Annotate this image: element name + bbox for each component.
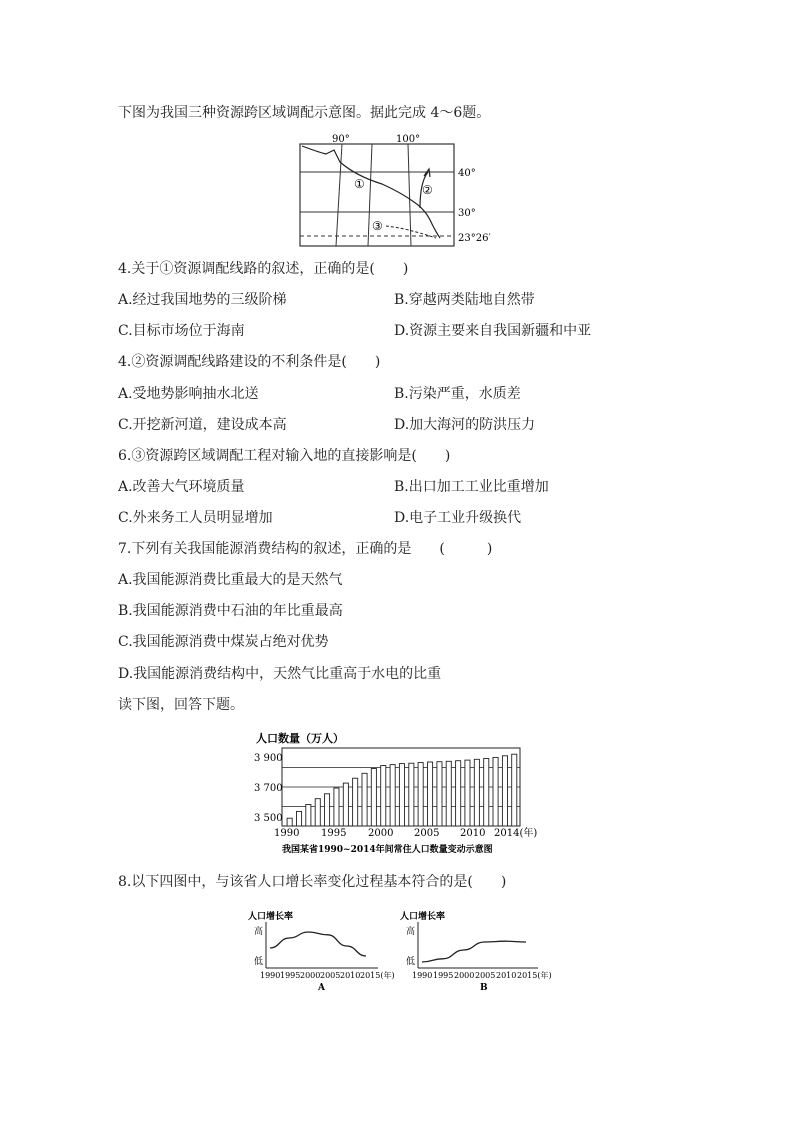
question-4-option-d: D.资源主要来自我国新疆和中亚 xyxy=(394,323,592,339)
bar-1998 xyxy=(362,773,367,826)
line-b-x-2000: 2000 xyxy=(454,971,475,980)
question-5-option-c: C.开挖新河道，建设成本高 xyxy=(118,417,287,433)
x-tick-2014: 2014(年) xyxy=(494,828,538,839)
lon-label-90: 90° xyxy=(332,134,350,145)
bar-1997 xyxy=(353,778,358,826)
resource-route-map xyxy=(296,132,506,248)
line-b-y-high: 高 xyxy=(406,927,416,937)
bar-2011 xyxy=(484,759,489,827)
question-5-option-d: D.加大海河的防洪压力 xyxy=(394,417,536,433)
question-5-stem: 4.②资源调配线路建设的不利条件是( ) xyxy=(118,354,381,370)
question-7-option-d: D.我国能源消费结构中，天然气比重高于水电的比重 xyxy=(118,666,442,682)
question-7-option-c: C.我国能源消费中煤炭占绝对优势 xyxy=(118,634,329,650)
question-7-option-b: B.我国能源消费中石油的年比重最高 xyxy=(118,603,343,619)
line-a-y-high: 高 xyxy=(254,927,264,937)
line-b-ylabel: 人口增长率 xyxy=(400,912,446,922)
lat-label-tropic: 23°26′ xyxy=(458,233,491,244)
lon-label-100: 100° xyxy=(396,134,421,145)
question-6-option-b: B.出口加工工业比重增加 xyxy=(394,479,549,495)
question-6-option-c: C.外来务工人员明显增加 xyxy=(118,510,273,526)
x-tick-1995: 1995 xyxy=(321,828,347,839)
bar-group xyxy=(287,754,517,826)
bar-1999 xyxy=(371,769,376,827)
bar-2012 xyxy=(493,757,498,826)
lat-label-30: 30° xyxy=(458,208,476,219)
line-b-x-2005: 2005 xyxy=(475,971,496,980)
route-label-1: ① xyxy=(354,177,365,191)
intro-text: 下图为我国三种资源跨区域调配示意图。据此完成 4～6题。 xyxy=(118,105,491,121)
line-b-x-1995: 1995 xyxy=(433,971,454,980)
question-4-option-b: B.穿越两类陆地自然带 xyxy=(394,292,535,308)
question-7-option-a: A.我国能源消费比重最大的是天然气 xyxy=(118,572,343,588)
intro-2-text: 读下图，回答下题。 xyxy=(118,697,244,713)
bar-2006 xyxy=(437,762,442,826)
bar-2014 xyxy=(512,754,517,826)
bar-1992 xyxy=(306,805,311,827)
bar-2009 xyxy=(465,760,470,826)
line-chart-b xyxy=(398,908,552,994)
bar-1995 xyxy=(334,788,339,826)
line-chart-a xyxy=(246,908,395,994)
bar-2004 xyxy=(418,763,423,826)
line-b-x-2010: 2010 xyxy=(496,971,517,980)
bar-1996 xyxy=(343,783,348,826)
bar-2000 xyxy=(381,766,386,827)
bar-2005 xyxy=(428,762,433,826)
bar-2001 xyxy=(390,765,395,826)
x-tick-2000: 2000 xyxy=(368,828,394,839)
question-7-stem: 7.下列有关我国能源消费结构的叙述，正确的是 ( ) xyxy=(118,541,493,557)
x-tick-2010: 2010 xyxy=(460,828,486,839)
y-tick-3700: 3 700 xyxy=(254,783,283,794)
route-label-3: ③ xyxy=(372,219,383,233)
line-a-x-2000: 2000 xyxy=(300,971,321,980)
question-6-option-d: D.电子工业升级换代 xyxy=(394,510,522,526)
question-4-stem: 4.关于①资源调配线路的叙述，正确的是( ) xyxy=(118,261,409,277)
line-a-x-1990: 1990 xyxy=(260,971,281,980)
line-a-x-2010: 2010 xyxy=(340,971,361,980)
bar-1991 xyxy=(297,811,302,826)
bar-2003 xyxy=(409,763,414,826)
line-a-y-low: 低 xyxy=(254,957,264,967)
x-tick-2005: 2005 xyxy=(414,828,440,839)
bar-1994 xyxy=(325,794,330,826)
bar-2010 xyxy=(474,759,479,826)
line-b-caption: B xyxy=(480,983,488,993)
lat-label-40: 40° xyxy=(458,168,476,179)
y-tick-3900: 3 900 xyxy=(254,753,283,764)
line-a-x-2005: 2005 xyxy=(320,971,341,980)
line-b-x-1990: 1990 xyxy=(412,971,433,980)
route-label-2: ② xyxy=(422,183,433,197)
bar-2013 xyxy=(502,756,507,826)
bar-chart-ylabel: 人口数量（万人） xyxy=(256,732,344,745)
line-a-caption: A xyxy=(318,983,325,993)
population-bar-chart xyxy=(248,728,538,862)
bar-2008 xyxy=(456,761,461,826)
bar-chart-title: 我国某省1990~2014年间常住人口数量变动示意图 xyxy=(282,845,493,855)
line-b-y-low: 低 xyxy=(406,957,416,967)
question-5-option-b: B.污染严重，水质差 xyxy=(394,386,521,402)
bar-2002 xyxy=(399,764,404,826)
line-a-series xyxy=(270,932,366,956)
line-b-x-2015: 2015(年) xyxy=(517,971,552,980)
bar-1990 xyxy=(287,818,292,826)
bar-1993 xyxy=(315,799,320,826)
line-a-ylabel: 人口增长率 xyxy=(248,912,294,922)
y-tick-3500: 3 500 xyxy=(254,813,283,824)
bar-2007 xyxy=(446,761,451,826)
question-6-stem: 6.③资源跨区域调配工程对输入地的直接影响是( ) xyxy=(118,448,451,464)
line-a-x-2015: 2015(年) xyxy=(360,971,395,980)
question-4-option-c: C.目标市场位于海南 xyxy=(118,323,245,339)
question-6-option-a: A.改善大气环境质量 xyxy=(118,479,245,495)
line-b-series xyxy=(422,941,526,962)
x-tick-1990: 1990 xyxy=(274,828,300,839)
question-5-option-a: A.受地势影响抽水北送 xyxy=(118,386,259,402)
line-a-x-1995: 1995 xyxy=(280,971,301,980)
question-8-stem: 8.以下四图中，与该省人口增长率变化过程基本符合的是( ) xyxy=(118,874,507,890)
question-4-option-a: A.经过我国地势的三级阶梯 xyxy=(118,292,287,308)
